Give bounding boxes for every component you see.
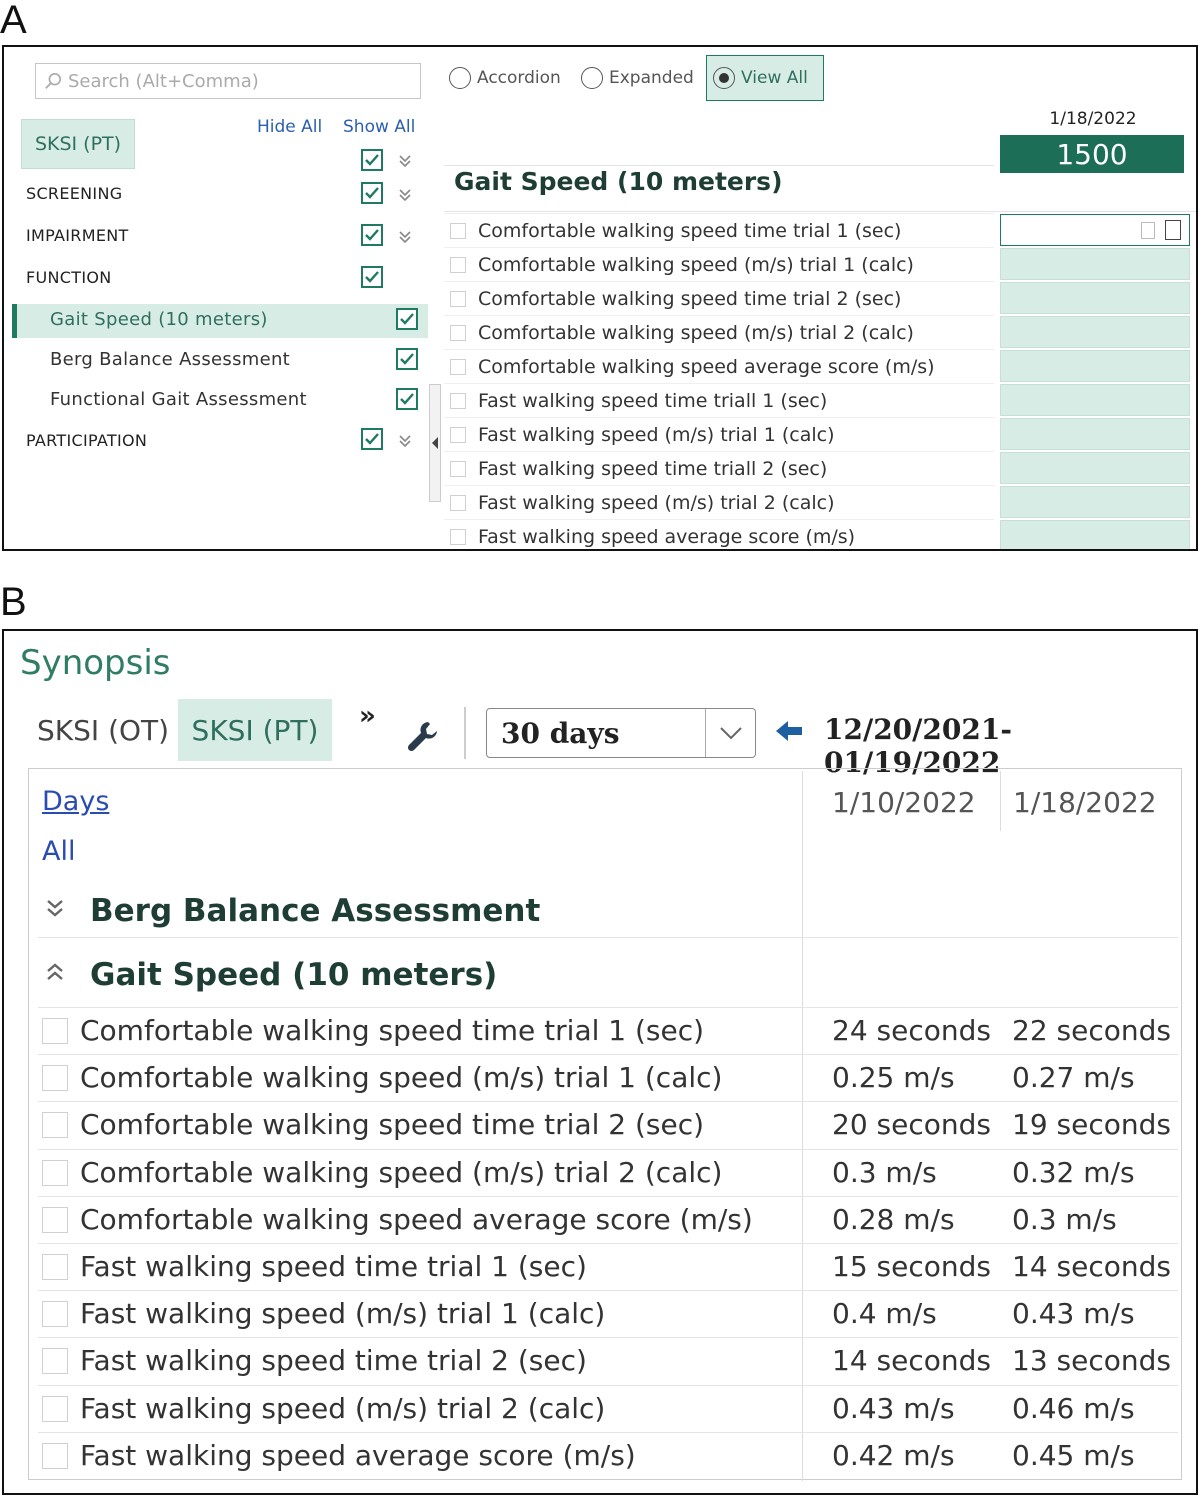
row-checkbox[interactable] [450,291,466,307]
row-checkbox[interactable] [450,495,466,511]
radio-circle-icon [449,67,471,89]
check-icon [399,311,415,327]
row-checkbox[interactable] [450,529,466,545]
column-separator [1000,771,1001,831]
value-date-2: 14 seconds [1012,1250,1171,1283]
search-icon [44,72,62,90]
checkbox-berg-balance[interactable] [396,348,418,370]
value-input-cell[interactable] [1000,418,1190,450]
time-range-value: 30 days [501,716,620,750]
table-row [444,519,994,551]
row-label: Comfortable walking speed average score (m/s) [478,355,935,378]
row-label: Fast walking speed (m/s) trial 2 (calc) [80,1391,606,1425]
value-date-2: 22 seconds [1012,1014,1171,1047]
panel-label-b: B [0,580,27,624]
table-row [38,1149,1178,1196]
row-label: Comfortable walking speed time trial 2 (sec) [80,1108,705,1142]
checkbox-participation[interactable] [361,428,383,450]
chevron-down-icon[interactable] [397,187,413,203]
value-date-1: 24 seconds [832,1014,991,1047]
row-checkbox[interactable] [450,325,466,341]
radio-expanded-label: Expanded [609,68,694,88]
nav-function[interactable]: FUNCTION [26,268,112,287]
value-date-1: 14 seconds [832,1344,991,1378]
nav-functional-gait[interactable]: Functional Gait Assessment [50,389,307,410]
value-input-cell[interactable] [1000,248,1190,280]
value-date-2: 0.43 m/s [1012,1297,1135,1331]
date-range: 12/20/2021- 01/19/2022 [824,713,1012,779]
collapse-arrow-icon [432,437,438,449]
row-label: Fast walking speed time triall 2 (sec) [478,457,828,480]
value-date-1: 0.28 m/s [832,1202,955,1236]
row-label: Fast walking speed average score (m/s) [80,1438,636,1472]
panel-b [2,629,1198,1495]
section-gait-speed[interactable]: Gait Speed (10 meters) [90,957,498,993]
check-icon [399,391,415,407]
tab-sksi-pt[interactable]: SKSI (PT) [178,699,332,761]
divider [444,165,994,166]
checkbox-impairment[interactable] [361,224,383,246]
table-row [38,1196,1178,1243]
row-checkbox[interactable] [42,1065,68,1091]
chevron-up-icon[interactable] [44,959,66,983]
check-icon [364,152,380,168]
row-label: Fast walking speed average score (m/s) [478,525,856,548]
synopsis-title: Synopsis [20,643,171,683]
value-date-1: 20 seconds [832,1108,991,1142]
chevron-down-icon[interactable] [44,897,66,921]
value-date-1: 0.42 m/s [832,1438,955,1472]
value-date-2: 0.32 m/s [1012,1155,1135,1189]
check-icon [364,227,380,243]
document-icon[interactable] [1165,220,1181,240]
tab-sksi-ot[interactable]: SKSI (OT) [37,713,170,747]
row-label: Fast walking speed time trial 1 (sec) [80,1250,587,1283]
radio-accordion[interactable] [449,67,561,89]
panel-a [2,45,1198,551]
table-row [38,1432,1178,1479]
table-row [444,315,994,349]
table-row [38,1337,1178,1384]
table-row [444,417,994,451]
row-label: Comfortable walking speed time trial 2 (sec) [478,287,902,310]
checkbox-functional-gait[interactable] [396,388,418,410]
table-row [38,1385,1178,1432]
navigator-pane [4,47,442,549]
value-input-cell[interactable] [1000,214,1190,246]
value-date-2: 0.46 m/s [1012,1391,1135,1425]
radio-selected-icon [713,67,735,89]
checkbox-all[interactable] [361,149,383,171]
more-tabs-button[interactable]: » [359,701,376,731]
row-checkbox[interactable] [42,1160,68,1186]
row-checkbox[interactable] [42,1443,68,1469]
radio-accordion-label: Accordion [477,68,561,88]
value-input-cell[interactable] [1000,486,1190,518]
column-date-2: 1/18/2022 [1013,786,1157,819]
days-link[interactable]: Days [42,786,110,817]
check-icon [399,351,415,367]
value-input-cell[interactable] [1000,520,1190,551]
row-label: Comfortable walking speed (m/s) trial 2 (calc) [478,321,914,344]
nav-gait-speed[interactable]: Gait Speed (10 meters) [50,309,268,330]
value-input-cell[interactable] [1000,282,1190,314]
search-placeholder: Search (Alt+Comma) [68,70,259,92]
search-input[interactable] [35,63,421,99]
value-date-2: 0.45 m/s [1012,1438,1135,1472]
value-date-2: 0.3 m/s [1012,1202,1117,1236]
column-date-1: 1/10/2022 [832,786,976,819]
pane-splitter[interactable] [429,384,441,502]
value-date-1: 0.4 m/s [832,1297,937,1331]
table-row [38,1007,1178,1054]
tab-sksi-pt[interactable]: SKSI (PT) [21,119,135,169]
value-date-1: 0.43 m/s [832,1391,955,1425]
value-date-2: 13 seconds [1012,1344,1171,1378]
row-label: Fast walking speed time trial 2 (sec) [80,1344,587,1378]
panel-label-a: A [0,0,27,42]
row-checkbox[interactable] [450,461,466,477]
row-label: Comfortable walking speed (m/s) trial 2 (calc) [80,1155,723,1189]
row-label: Fast walking speed (m/s) trial 1 (calc) [478,423,835,446]
all-link[interactable]: All [42,836,76,867]
check-icon [364,269,380,285]
table-row [444,349,994,383]
row-checkbox[interactable] [450,359,466,375]
row-label: Comfortable walking speed average score (m/s) [80,1202,753,1236]
table-row [444,485,994,519]
checkbox-screening[interactable] [361,182,383,204]
row-checkbox[interactable] [42,1348,68,1374]
table-row [444,451,994,485]
checkbox-gait-speed[interactable] [396,308,418,330]
chevron-down-icon[interactable] [397,433,413,449]
checkbox-function[interactable] [361,266,383,288]
value-input-cell[interactable] [1000,350,1190,382]
wrench-icon[interactable] [406,719,440,753]
check-icon [364,185,380,201]
table-row [38,1243,1178,1290]
row-checkbox[interactable] [450,223,466,239]
row-label: Comfortable walking speed time trial 1 (sec) [80,1014,705,1047]
table-row [444,383,994,417]
section-berg-balance[interactable]: Berg Balance Assessment [90,893,541,929]
row-checkbox[interactable] [42,1254,68,1280]
table-row [38,1290,1178,1337]
divider [444,211,1198,212]
value-date-1: 0.25 m/s [832,1061,955,1095]
row-label: Fast walking speed (m/s) trial 1 (calc) [80,1297,606,1331]
table-row [444,213,994,247]
time-range-select[interactable] [486,708,756,758]
check-icon [364,431,380,447]
nav-participation[interactable]: PARTICIPATION [26,431,148,450]
chevron-down-icon[interactable] [397,153,413,169]
value-date-2: 0.27 m/s [1012,1061,1135,1095]
section-title: Gait Speed (10 meters) [454,167,783,196]
toolbar-separator [464,707,466,759]
nav-screening[interactable]: SCREENING [26,184,123,203]
table-row [444,247,994,281]
nav-berg-balance[interactable]: Berg Balance Assessment [50,349,291,370]
row-checkbox[interactable] [450,257,466,273]
documentation-pane [444,47,1198,549]
row-checkbox[interactable] [42,1396,68,1422]
row-checkbox[interactable] [42,1207,68,1233]
show-all-link[interactable]: Show All [343,117,416,137]
value-input-cell[interactable] [1000,384,1190,416]
row-label: Comfortable walking speed (m/s) trial 1 (calc) [478,253,914,276]
row-checkbox[interactable] [42,1018,68,1044]
comment-icon[interactable] [1141,222,1155,239]
row-label: Fast walking speed time triall 1 (sec) [478,389,828,412]
divider [38,937,1178,938]
nav-impairment[interactable]: IMPAIRMENT [26,226,129,245]
table-row [444,281,994,315]
chevron-down-icon[interactable] [705,709,755,757]
row-label: Comfortable walking speed time trial 1 (sec) [478,219,902,242]
value-input-cell[interactable] [1000,452,1190,484]
radio-circle-icon [581,67,603,89]
column-time[interactable]: 1500 [1000,135,1184,173]
row-label: Fast walking speed (m/s) trial 2 (calc) [478,491,835,514]
row-label: Comfortable walking speed (m/s) trial 1 (calc) [80,1061,723,1095]
chevron-down-icon[interactable] [397,229,413,245]
value-date-2: 19 seconds [1012,1108,1171,1142]
table-row [38,1101,1178,1148]
back-arrow-icon[interactable] [774,719,804,743]
row-checkbox[interactable] [450,427,466,443]
radio-view-all[interactable] [706,55,824,101]
value-date-1: 15 seconds [832,1250,991,1283]
row-checkbox[interactable] [42,1112,68,1138]
hide-all-link[interactable]: Hide All [257,117,323,137]
table-row [38,1054,1178,1101]
value-input-cell[interactable] [1000,316,1190,348]
value-date-1: 0.3 m/s [832,1155,937,1189]
radio-expanded[interactable] [581,67,694,89]
row-checkbox[interactable] [450,393,466,409]
column-date: 1/18/2022 [1049,109,1137,129]
row-checkbox[interactable] [42,1301,68,1327]
radio-view-all-label: View All [741,68,808,88]
